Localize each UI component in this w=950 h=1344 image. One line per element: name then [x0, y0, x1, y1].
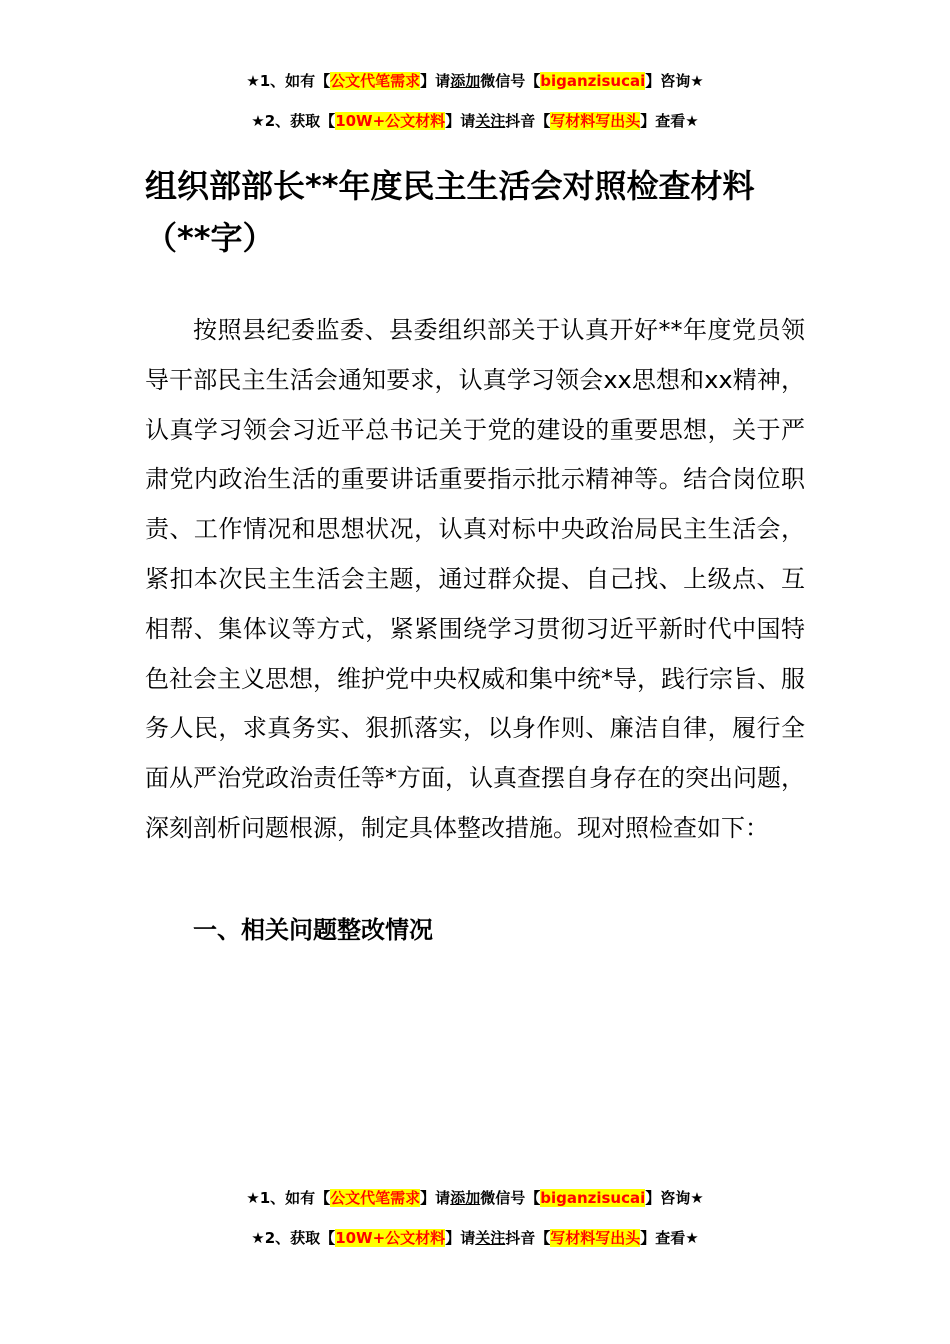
banner-highlight-wechat-id: biganzisucai — [540, 1189, 646, 1207]
footer-banner-line-1 — [0, 1187, 950, 1209]
banner-text: 】请 — [445, 1229, 476, 1247]
banner-highlight-douyin: 写材料写出头 — [550, 112, 641, 130]
banner-text: ★1、如有【 — [246, 72, 331, 90]
banner-highlight: 公文代笔需求 — [330, 72, 421, 90]
banner-text: 抖音【 — [505, 112, 551, 130]
banner-text: 】查看★ — [640, 112, 699, 130]
banner-highlight-douyin: 写材料写出头 — [550, 1229, 641, 1247]
header-banner-line-1 — [0, 70, 950, 92]
banner-text: 】请 — [420, 72, 451, 90]
banner-highlight: 公文代笔需求 — [330, 1189, 421, 1207]
banner-highlight: 10W+公文材料 — [335, 1229, 446, 1247]
banner-text: 】咨询★ — [645, 1189, 704, 1207]
banner-text: ★2、获取【 — [251, 112, 336, 130]
banner-text: 微信号【 — [480, 1189, 541, 1207]
banner-underlined-text: 添加 — [450, 72, 481, 90]
banner-highlight: 10W+公文材料 — [335, 112, 446, 130]
banner-text: 抖音【 — [505, 1229, 551, 1247]
banner-text: 】查看★ — [640, 1229, 699, 1247]
banner-text: 】咨询★ — [645, 72, 704, 90]
document-title: 组织部部长**年度民主生活会对照检查材料（**字） — [145, 167, 755, 257]
banner-underlined-text: 关注 — [475, 1229, 506, 1247]
header-banner-line-2 — [0, 110, 950, 132]
banner-highlight-wechat-id: biganzisucai — [540, 72, 646, 90]
banner-text: 】请 — [420, 1189, 451, 1207]
banner-text: ★1、如有【 — [246, 1189, 331, 1207]
banner-underlined-text: 关注 — [475, 112, 506, 130]
banner-underlined-text: 添加 — [450, 1189, 481, 1207]
section-heading: 一、相关问题整改情况 — [193, 916, 433, 944]
banner-text: ★2、获取【 — [251, 1229, 336, 1247]
body-paragraph: 按照县纪委监委、县委组织部关于认真开好**年度党员领导干部民主生活会通知要求，认真学习领会xx思想和xx精神，认真学习领会习近平总书记关于党的建设的重要思想，关于严肃党内政治生活的重要讲话重要指示批示精神等。结合岗位职责、工作情况和思想状况，认真对标中央政治局民主生活会，紧扣本次民主生活会主题，通过群众提、自己找、上级点、互相帮、集体议等方式，紧紧围绕学习贯彻习近平新时代中国特色社会主义思想，维护党中央权威和集中统*导，践行宗旨、服务人民，求真务实、狠抓落实，以身作则、廉洁自律，履行全面从严治党政治责任等*方面，认真查摆自身存在的突出问题，深刻剖析问题根源，制定具体整改措施。现对照检查如下： — [145, 316, 805, 842]
footer-banner-line-2 — [0, 1227, 950, 1249]
banner-text: 微信号【 — [480, 72, 541, 90]
banner-text: 】请 — [445, 112, 476, 130]
